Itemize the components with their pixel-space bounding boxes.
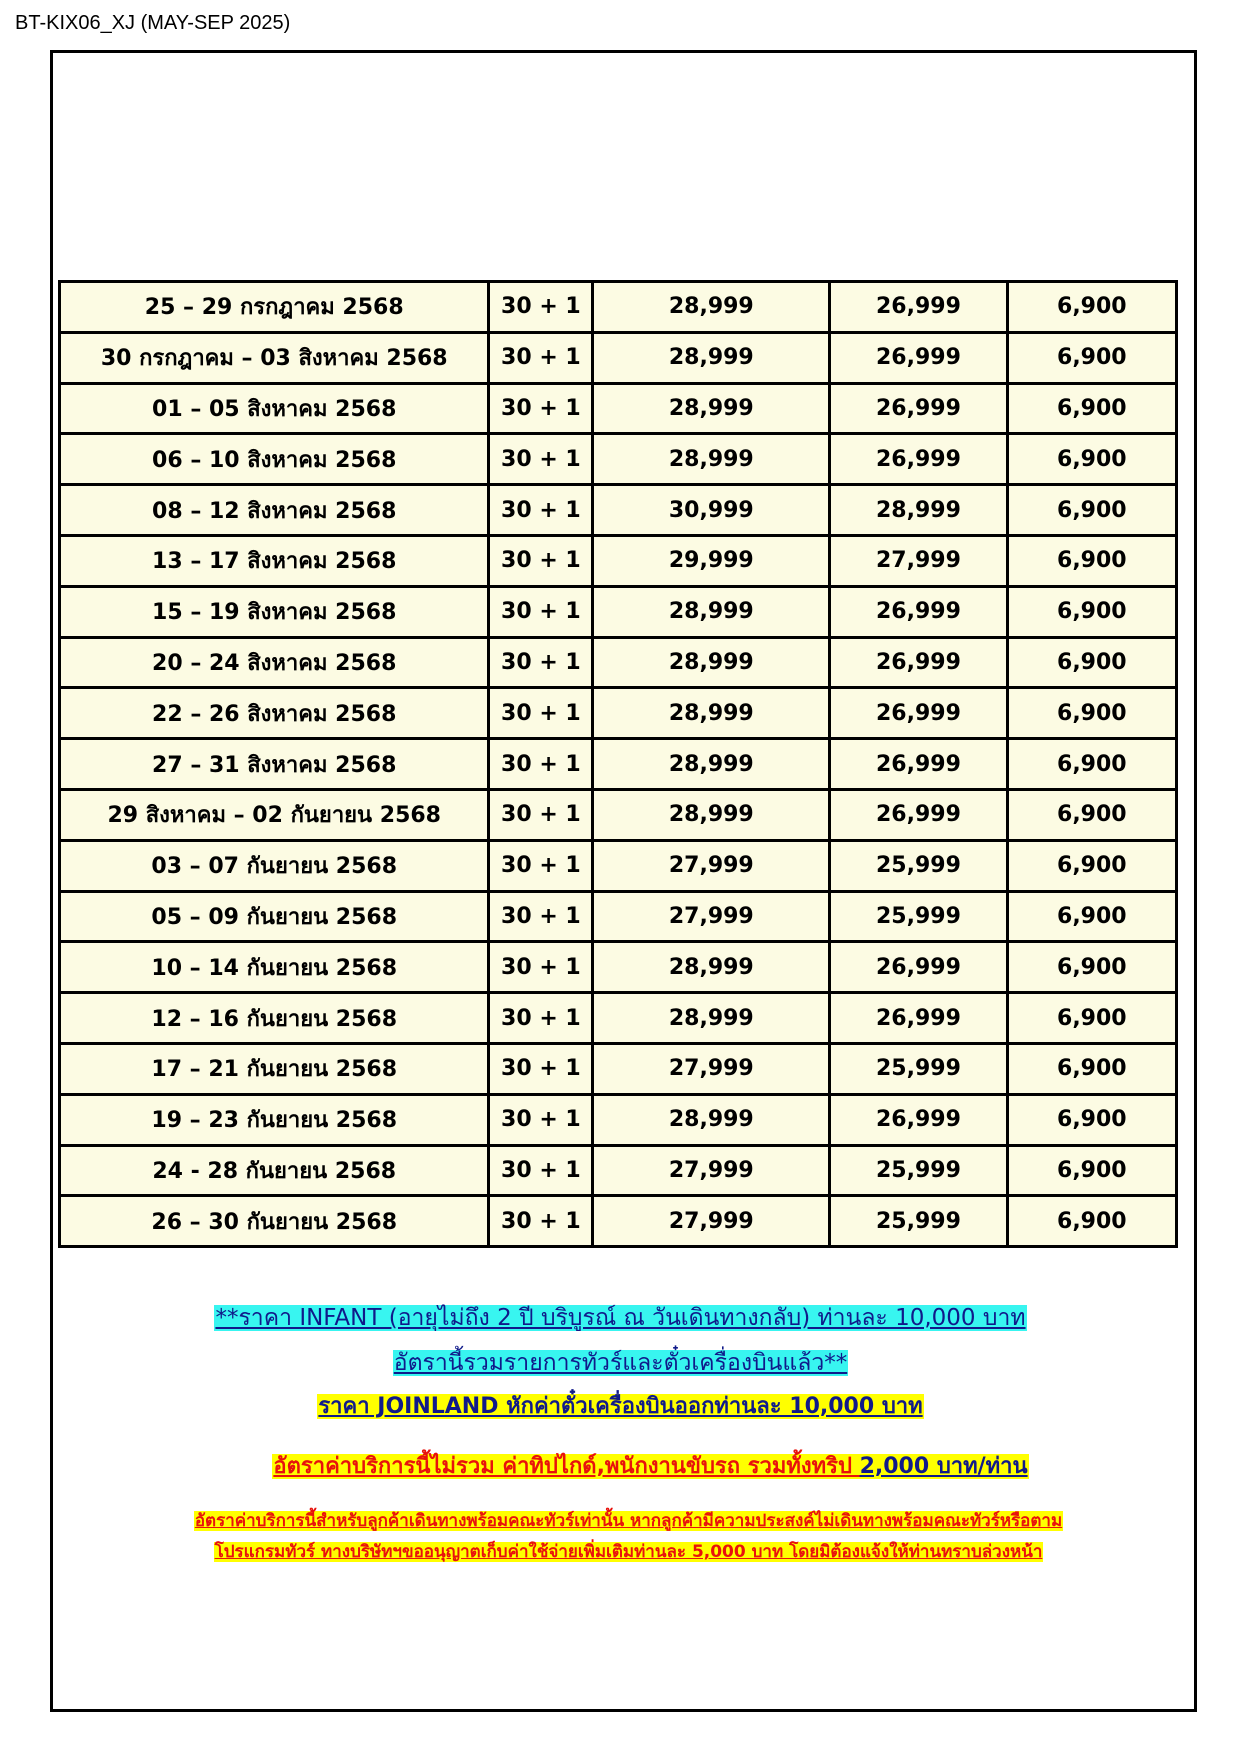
price-cell-2: 26,999: [830, 332, 1007, 383]
price-cell-1: 28,999: [593, 434, 830, 485]
price-cell-1: 28,999: [593, 942, 830, 993]
price-cell-3: 6,900: [1007, 1196, 1176, 1247]
price-cell-1: 28,999: [593, 282, 830, 333]
infant-included-text: อัตรานี้รวมรายการทัวร์และตั๋วเครื่องบินแล้ว**: [393, 1350, 848, 1376]
seats-cell: 30 + 1: [489, 688, 593, 739]
price-cell-2: 26,999: [830, 688, 1007, 739]
infant-price-note: [0, 1300, 1241, 1336]
departure-date-cell: 22 – 26 สิงหาคม 2568: [60, 688, 489, 739]
price-cell-3: 6,900: [1007, 840, 1176, 891]
price-cell-3: 6,900: [1007, 1145, 1176, 1196]
joinland-note: [0, 1388, 1241, 1423]
price-table: [58, 280, 1178, 1248]
table-row: [60, 282, 1177, 333]
seats-cell: 30 + 1: [489, 942, 593, 993]
table-row: [60, 637, 1177, 688]
price-cell-3: 6,900: [1007, 332, 1176, 383]
table-row: [60, 1094, 1177, 1145]
departure-date-cell: 27 – 31 สิงหาคม 2568: [60, 739, 489, 790]
infant-price-text: **ราคา INFANT (อายุไม่ถึง 2 ปี บริบูรณ์ ณ วันเดินทางกลับ) ท่านละ 10,000 บาท: [215, 1305, 1026, 1331]
price-cell-1: 27,999: [593, 1196, 830, 1247]
price-cell-1: 28,999: [593, 1094, 830, 1145]
table-row: [60, 535, 1177, 586]
departure-date-cell: 25 – 29 กรกฎาคม 2568: [60, 282, 489, 333]
price-cell-2: 26,999: [830, 383, 1007, 434]
table-row: [60, 1145, 1177, 1196]
seats-cell: 30 + 1: [489, 637, 593, 688]
price-cell-2: 26,999: [830, 586, 1007, 637]
group-travel-text-1: อัตราค่าบริการนี้สำหรับลูกค้าเดินทางพร้อมคณะทัวร์เท่านั้น หากลูกค้ามีความประสงค์ไม่เดินทางพร้อมคณะทัวร์หรือตาม: [194, 1511, 1063, 1531]
table-row: [60, 840, 1177, 891]
price-cell-1: 27,999: [593, 1145, 830, 1196]
price-cell-3: 6,900: [1007, 993, 1176, 1044]
price-cell-2: 26,999: [830, 789, 1007, 840]
seats-cell: 30 + 1: [489, 282, 593, 333]
table-row: [60, 993, 1177, 1044]
seats-cell: 30 + 1: [489, 1043, 593, 1094]
departure-date-cell: 01 – 05 สิงหาคม 2568: [60, 383, 489, 434]
price-cell-3: 6,900: [1007, 1043, 1176, 1094]
price-cell-3: 6,900: [1007, 891, 1176, 942]
seats-cell: 30 + 1: [489, 586, 593, 637]
departure-date-cell: 03 – 07 กันยายน 2568: [60, 840, 489, 891]
tip-note: [30, 1448, 1241, 1483]
price-cell-3: 6,900: [1007, 739, 1176, 790]
seats-cell: 30 + 1: [489, 434, 593, 485]
group-travel-note-line2: [8, 1538, 1241, 1565]
tip-note-text: [272, 1454, 1028, 1479]
price-cell-2: 26,999: [830, 1094, 1007, 1145]
price-cell-2: 26,999: [830, 993, 1007, 1044]
table-row: [60, 942, 1177, 993]
price-cell-3: 6,900: [1007, 637, 1176, 688]
departure-date-cell: 06 – 10 สิงหาคม 2568: [60, 434, 489, 485]
price-cell-2: 26,999: [830, 942, 1007, 993]
departure-date-cell: 20 – 24 สิงหาคม 2568: [60, 637, 489, 688]
price-cell-1: 28,999: [593, 383, 830, 434]
price-cell-2: 25,999: [830, 840, 1007, 891]
table-row: [60, 586, 1177, 637]
table-row: [60, 485, 1177, 536]
seats-cell: 30 + 1: [489, 993, 593, 1044]
price-cell-3: 6,900: [1007, 535, 1176, 586]
table-row: [60, 383, 1177, 434]
price-cell-1: 29,999: [593, 535, 830, 586]
price-cell-2: 25,999: [830, 1043, 1007, 1094]
seats-cell: 30 + 1: [489, 739, 593, 790]
price-cell-1: 28,999: [593, 993, 830, 1044]
table-row: [60, 1196, 1177, 1247]
price-cell-3: 6,900: [1007, 586, 1176, 637]
group-travel-text-2: โปรแกรมทัวร์ ทางบริษัทฯขออนุญาตเก็บค่าใช้จ่ายเพิ่มเติมท่านละ 5,000 บาท โดยมิต้องแจ้งให้ท่านทราบล่วงหน้า: [214, 1542, 1043, 1562]
price-table-body: [60, 282, 1177, 1247]
price-cell-2: 26,999: [830, 282, 1007, 333]
price-cell-1: 27,999: [593, 840, 830, 891]
table-row: [60, 891, 1177, 942]
seats-cell: 30 + 1: [489, 840, 593, 891]
seats-cell: 30 + 1: [489, 1094, 593, 1145]
price-cell-2: 25,999: [830, 891, 1007, 942]
price-cell-2: 26,999: [830, 739, 1007, 790]
price-cell-3: 6,900: [1007, 282, 1176, 333]
table-row: [60, 434, 1177, 485]
price-cell-3: 6,900: [1007, 485, 1176, 536]
table-row: [60, 739, 1177, 790]
seats-cell: 30 + 1: [489, 383, 593, 434]
departure-date-cell: 17 – 21 กันยายน 2568: [60, 1043, 489, 1094]
departure-date-cell: 29 สิงหาคม – 02 กันยายน 2568: [60, 789, 489, 840]
price-cell-1: 28,999: [593, 637, 830, 688]
price-cell-1: 28,999: [593, 739, 830, 790]
departure-date-cell: 05 – 09 กันยายน 2568: [60, 891, 489, 942]
departure-date-cell: 08 – 12 สิงหาคม 2568: [60, 485, 489, 536]
departure-date-cell: 26 – 30 กันยายน 2568: [60, 1196, 489, 1247]
seats-cell: 30 + 1: [489, 535, 593, 586]
price-cell-3: 6,900: [1007, 789, 1176, 840]
price-cell-1: 28,999: [593, 688, 830, 739]
price-cell-2: 25,999: [830, 1196, 1007, 1247]
departure-date-cell: 24 - 28 กันยายน 2568: [60, 1145, 489, 1196]
table-row: [60, 789, 1177, 840]
table-row: [60, 332, 1177, 383]
price-cell-1: 27,999: [593, 891, 830, 942]
departure-date-cell: 15 – 19 สิงหาคม 2568: [60, 586, 489, 637]
price-cell-3: 6,900: [1007, 1094, 1176, 1145]
joinland-text: ราคา JOINLAND หักค่าตั๋วเครื่องบินออกท่านละ 10,000 บาท: [318, 1394, 923, 1419]
tip-note-amount: 2,000 บาท/ท่าน: [859, 1454, 1028, 1479]
seats-cell: 30 + 1: [489, 485, 593, 536]
price-cell-2: 26,999: [830, 434, 1007, 485]
price-cell-1: 28,999: [593, 586, 830, 637]
departure-date-cell: 13 – 17 สิงหาคม 2568: [60, 535, 489, 586]
departure-date-cell: 12 – 16 กันยายน 2568: [60, 993, 489, 1044]
price-cell-1: 28,999: [593, 332, 830, 383]
table-row: [60, 1043, 1177, 1094]
seats-cell: 30 + 1: [489, 332, 593, 383]
price-cell-3: 6,900: [1007, 942, 1176, 993]
price-cell-2: 26,999: [830, 637, 1007, 688]
seats-cell: 30 + 1: [489, 1145, 593, 1196]
price-cell-1: 30,999: [593, 485, 830, 536]
price-cell-2: 25,999: [830, 1145, 1007, 1196]
price-cell-2: 27,999: [830, 535, 1007, 586]
price-cell-3: 6,900: [1007, 383, 1176, 434]
seats-cell: 30 + 1: [489, 789, 593, 840]
group-travel-note-line1: [8, 1507, 1241, 1534]
seats-cell: 30 + 1: [489, 891, 593, 942]
price-cell-1: 28,999: [593, 789, 830, 840]
infant-included-note: [0, 1345, 1241, 1381]
table-row: [60, 688, 1177, 739]
seats-cell: 30 + 1: [489, 1196, 593, 1247]
price-cell-3: 6,900: [1007, 688, 1176, 739]
tip-note-red: อัตราค่าบริการนี้ไม่รวม ค่าทิปไกด์,พนักงานขับรถ รวมทั้งทริป: [273, 1454, 860, 1479]
price-cell-1: 27,999: [593, 1043, 830, 1094]
departure-date-cell: 30 กรกฎาคม – 03 สิงหาคม 2568: [60, 332, 489, 383]
departure-date-cell: 19 – 23 กันยายน 2568: [60, 1094, 489, 1145]
price-cell-3: 6,900: [1007, 434, 1176, 485]
document-code: BT-KIX06_XJ (MAY-SEP 2025): [15, 12, 291, 34]
price-cell-2: 28,999: [830, 485, 1007, 536]
departure-date-cell: 10 – 14 กันยายน 2568: [60, 942, 489, 993]
